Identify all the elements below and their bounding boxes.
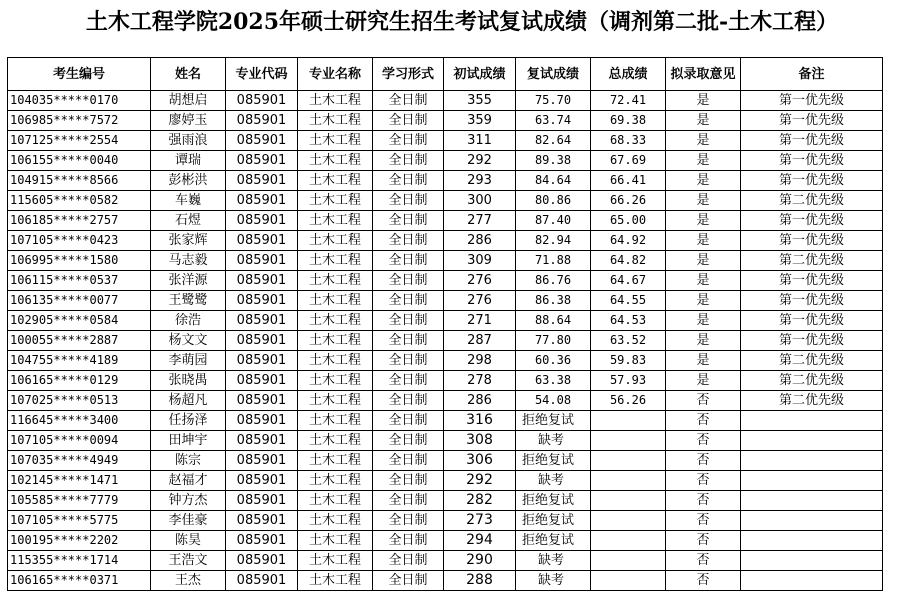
cell-major-name: 土木工程 <box>298 211 373 231</box>
table-row <box>8 291 883 311</box>
cell-initial-score: 306 <box>444 451 516 471</box>
cell-initial-score: 292 <box>444 471 516 491</box>
table-row <box>8 171 883 191</box>
cell-name: 石煜 <box>151 211 226 231</box>
cell-initial-score: 277 <box>444 211 516 231</box>
cell-note: 第一优先级 <box>741 111 883 131</box>
cell-retest-score: 拒绝复试 <box>516 411 591 431</box>
table-row <box>8 91 883 111</box>
cell-major-code: 085901 <box>226 511 298 531</box>
cell-major-name: 土木工程 <box>298 571 373 591</box>
cell-major-name: 土木工程 <box>298 171 373 191</box>
cell-admission-decision: 是 <box>666 351 741 371</box>
cell-exam-id: 106115*****0537 <box>8 271 151 291</box>
cell-name: 车巍 <box>151 191 226 211</box>
cell-major-code: 085901 <box>226 91 298 111</box>
cell-exam-id: 102145*****1471 <box>8 471 151 491</box>
cell-major-code: 085901 <box>226 531 298 551</box>
cell-major-code: 085901 <box>226 331 298 351</box>
cell-name: 陈宗 <box>151 451 226 471</box>
cell-initial-score: 316 <box>444 411 516 431</box>
header-retest-score: 复试成绩 <box>516 58 591 91</box>
cell-major-code: 085901 <box>226 231 298 251</box>
cell-major-code: 085901 <box>226 391 298 411</box>
cell-initial-score: 282 <box>444 491 516 511</box>
header-admission-decision: 拟录取意见 <box>666 58 741 91</box>
cell-study-mode: 全日制 <box>373 271 444 291</box>
cell-initial-score: 311 <box>444 131 516 151</box>
header-initial-score: 初试成绩 <box>444 58 516 91</box>
cell-total-score: 69.38 <box>591 111 666 131</box>
cell-total-score: 63.52 <box>591 331 666 351</box>
header-major-code: 专业代码 <box>226 58 298 91</box>
cell-admission-decision: 否 <box>666 551 741 571</box>
cell-exam-id: 106135*****0077 <box>8 291 151 311</box>
cell-retest-score: 拒绝复试 <box>516 491 591 511</box>
cell-exam-id: 107105*****0094 <box>8 431 151 451</box>
cell-exam-id: 106165*****0371 <box>8 571 151 591</box>
cell-study-mode: 全日制 <box>373 231 444 251</box>
cell-note: 第一优先级 <box>741 131 883 151</box>
cell-admission-decision: 是 <box>666 131 741 151</box>
cell-study-mode: 全日制 <box>373 431 444 451</box>
cell-admission-decision: 是 <box>666 271 741 291</box>
cell-name: 廖婷玉 <box>151 111 226 131</box>
cell-note: 第一优先级 <box>741 91 883 111</box>
cell-total-score <box>591 551 666 571</box>
cell-name: 王鹭鹭 <box>151 291 226 311</box>
cell-note: 第一优先级 <box>741 171 883 191</box>
cell-initial-score: 276 <box>444 291 516 311</box>
cell-total-score: 65.00 <box>591 211 666 231</box>
cell-total-score <box>591 451 666 471</box>
cell-admission-decision: 是 <box>666 291 741 311</box>
cell-total-score <box>591 571 666 591</box>
cell-study-mode: 全日制 <box>373 191 444 211</box>
cell-note <box>741 531 883 551</box>
cell-admission-decision: 是 <box>666 311 741 331</box>
cell-study-mode: 全日制 <box>373 171 444 191</box>
cell-exam-id: 106185*****2757 <box>8 211 151 231</box>
table-row <box>8 471 883 491</box>
cell-major-name: 土木工程 <box>298 451 373 471</box>
header-name: 姓名 <box>151 58 226 91</box>
cell-major-name: 土木工程 <box>298 131 373 151</box>
table-row <box>8 431 883 451</box>
cell-retest-score: 60.36 <box>516 351 591 371</box>
cell-note: 第一优先级 <box>741 331 883 351</box>
cell-name: 胡想启 <box>151 91 226 111</box>
cell-major-name: 土木工程 <box>298 371 373 391</box>
cell-name: 谭瑞 <box>151 151 226 171</box>
table-header-row <box>8 58 883 91</box>
header-exam-id: 考生编号 <box>8 58 151 91</box>
cell-study-mode: 全日制 <box>373 151 444 171</box>
cell-major-name: 土木工程 <box>298 351 373 371</box>
cell-study-mode: 全日制 <box>373 491 444 511</box>
cell-exam-id: 106155*****0040 <box>8 151 151 171</box>
cell-initial-score: 294 <box>444 531 516 551</box>
cell-name: 彭彬洪 <box>151 171 226 191</box>
cell-retest-score: 拒绝复试 <box>516 451 591 471</box>
cell-major-code: 085901 <box>226 551 298 571</box>
cell-admission-decision: 是 <box>666 111 741 131</box>
cell-exam-id: 115355*****1714 <box>8 551 151 571</box>
cell-admission-decision: 否 <box>666 431 741 451</box>
cell-major-code: 085901 <box>226 251 298 271</box>
cell-total-score <box>591 491 666 511</box>
table-row <box>8 411 883 431</box>
cell-name: 赵福才 <box>151 471 226 491</box>
cell-retest-score: 86.76 <box>516 271 591 291</box>
cell-study-mode: 全日制 <box>373 451 444 471</box>
cell-initial-score: 271 <box>444 311 516 331</box>
cell-retest-score: 82.94 <box>516 231 591 251</box>
cell-total-score: 66.26 <box>591 191 666 211</box>
cell-study-mode: 全日制 <box>373 311 444 331</box>
table-body <box>8 91 883 591</box>
table-row <box>8 311 883 331</box>
table-row <box>8 191 883 211</box>
cell-name: 田坤宇 <box>151 431 226 451</box>
cell-exam-id: 106165*****0129 <box>8 371 151 391</box>
cell-major-name: 土木工程 <box>298 331 373 351</box>
cell-study-mode: 全日制 <box>373 291 444 311</box>
cell-note: 第一优先级 <box>741 291 883 311</box>
cell-major-name: 土木工程 <box>298 191 373 211</box>
cell-initial-score: 286 <box>444 231 516 251</box>
cell-major-code: 085901 <box>226 151 298 171</box>
cell-total-score: 64.67 <box>591 271 666 291</box>
cell-admission-decision: 否 <box>666 571 741 591</box>
cell-study-mode: 全日制 <box>373 131 444 151</box>
cell-major-name: 土木工程 <box>298 431 373 451</box>
cell-initial-score: 290 <box>444 551 516 571</box>
cell-study-mode: 全日制 <box>373 211 444 231</box>
cell-name: 任扬泽 <box>151 411 226 431</box>
cell-note: 第一优先级 <box>741 311 883 331</box>
cell-total-score: 64.92 <box>591 231 666 251</box>
cell-major-name: 土木工程 <box>298 551 373 571</box>
cell-retest-score: 87.40 <box>516 211 591 231</box>
table-row <box>8 571 883 591</box>
cell-initial-score: 292 <box>444 151 516 171</box>
cell-total-score: 57.93 <box>591 371 666 391</box>
cell-name: 杨文文 <box>151 331 226 351</box>
cell-note <box>741 571 883 591</box>
cell-major-code: 085901 <box>226 451 298 471</box>
cell-exam-id: 104915*****8566 <box>8 171 151 191</box>
cell-major-code: 085901 <box>226 491 298 511</box>
cell-total-score <box>591 531 666 551</box>
table-row <box>8 371 883 391</box>
table-row <box>8 391 883 411</box>
table-row <box>8 271 883 291</box>
cell-retest-score: 缺考 <box>516 431 591 451</box>
cell-study-mode: 全日制 <box>373 411 444 431</box>
cell-name: 李佳豪 <box>151 511 226 531</box>
cell-retest-score: 88.64 <box>516 311 591 331</box>
cell-major-name: 土木工程 <box>298 231 373 251</box>
cell-admission-decision: 否 <box>666 511 741 531</box>
cell-study-mode: 全日制 <box>373 371 444 391</box>
cell-initial-score: 288 <box>444 571 516 591</box>
cell-study-mode: 全日制 <box>373 571 444 591</box>
cell-exam-id: 102905*****0584 <box>8 311 151 331</box>
cell-study-mode: 全日制 <box>373 111 444 131</box>
cell-retest-score: 63.38 <box>516 371 591 391</box>
cell-note: 第二优先级 <box>741 391 883 411</box>
cell-admission-decision: 否 <box>666 391 741 411</box>
cell-note: 第一优先级 <box>741 151 883 171</box>
cell-retest-score: 77.80 <box>516 331 591 351</box>
table-row <box>8 531 883 551</box>
cell-note: 第一优先级 <box>741 211 883 231</box>
table-row <box>8 351 883 371</box>
cell-name: 徐浩 <box>151 311 226 331</box>
table-row <box>8 251 883 271</box>
cell-exam-id: 106985*****7572 <box>8 111 151 131</box>
cell-total-score <box>591 471 666 491</box>
cell-name: 杨超凡 <box>151 391 226 411</box>
cell-major-name: 土木工程 <box>298 471 373 491</box>
cell-major-code: 085901 <box>226 411 298 431</box>
cell-name: 张家辉 <box>151 231 226 251</box>
cell-study-mode: 全日制 <box>373 511 444 531</box>
cell-study-mode: 全日制 <box>373 331 444 351</box>
table-row <box>8 151 883 171</box>
cell-initial-score: 278 <box>444 371 516 391</box>
cell-exam-id: 105585*****7779 <box>8 491 151 511</box>
cell-retest-score: 拒绝复试 <box>516 511 591 531</box>
cell-study-mode: 全日制 <box>373 531 444 551</box>
header-major-name: 专业名称 <box>298 58 373 91</box>
cell-admission-decision: 是 <box>666 331 741 351</box>
cell-major-name: 土木工程 <box>298 391 373 411</box>
cell-initial-score: 298 <box>444 351 516 371</box>
cell-name: 陈昊 <box>151 531 226 551</box>
cell-note: 第二优先级 <box>741 251 883 271</box>
cell-name: 王杰 <box>151 571 226 591</box>
cell-retest-score: 缺考 <box>516 471 591 491</box>
cell-retest-score: 71.88 <box>516 251 591 271</box>
cell-total-score <box>591 411 666 431</box>
cell-major-code: 085901 <box>226 291 298 311</box>
cell-name: 张洋源 <box>151 271 226 291</box>
cell-admission-decision: 否 <box>666 451 741 471</box>
cell-major-code: 085901 <box>226 351 298 371</box>
cell-retest-score: 54.08 <box>516 391 591 411</box>
cell-note: 第二优先级 <box>741 351 883 371</box>
cell-total-score: 68.33 <box>591 131 666 151</box>
cell-note: 第一优先级 <box>741 271 883 291</box>
cell-exam-id: 116645*****3400 <box>8 411 151 431</box>
table-row <box>8 131 883 151</box>
cell-exam-id: 107105*****0423 <box>8 231 151 251</box>
cell-retest-score: 缺考 <box>516 571 591 591</box>
cell-major-code: 085901 <box>226 171 298 191</box>
table-row <box>8 331 883 351</box>
cell-name: 李萌园 <box>151 351 226 371</box>
cell-admission-decision: 是 <box>666 91 741 111</box>
cell-retest-score: 缺考 <box>516 551 591 571</box>
cell-exam-id: 104755*****4189 <box>8 351 151 371</box>
cell-admission-decision: 否 <box>666 491 741 511</box>
cell-major-code: 085901 <box>226 571 298 591</box>
cell-total-score: 64.82 <box>591 251 666 271</box>
cell-major-name: 土木工程 <box>298 151 373 171</box>
cell-total-score: 66.41 <box>591 171 666 191</box>
cell-total-score: 64.53 <box>591 311 666 331</box>
header-note: 备注 <box>741 58 883 91</box>
cell-exam-id: 115605*****0582 <box>8 191 151 211</box>
page-title: 土木工程学院2025年硕士研究生招生考试复试成绩（调剂第二批-土木工程） <box>85 9 839 35</box>
cell-note: 第二优先级 <box>741 191 883 211</box>
cell-retest-score: 89.38 <box>516 151 591 171</box>
cell-initial-score: 359 <box>444 111 516 131</box>
cell-retest-score: 75.70 <box>516 91 591 111</box>
table-row <box>8 511 883 531</box>
cell-major-code: 085901 <box>226 191 298 211</box>
results-table <box>7 57 883 591</box>
cell-study-mode: 全日制 <box>373 391 444 411</box>
cell-major-name: 土木工程 <box>298 531 373 551</box>
cell-total-score <box>591 511 666 531</box>
cell-total-score: 56.26 <box>591 391 666 411</box>
cell-name: 张晓禺 <box>151 371 226 391</box>
cell-initial-score: 287 <box>444 331 516 351</box>
cell-total-score: 59.83 <box>591 351 666 371</box>
table-row <box>8 451 883 471</box>
cell-study-mode: 全日制 <box>373 351 444 371</box>
cell-note <box>741 551 883 571</box>
header-total-score: 总成绩 <box>591 58 666 91</box>
cell-initial-score: 355 <box>444 91 516 111</box>
cell-retest-score: 86.38 <box>516 291 591 311</box>
cell-major-code: 085901 <box>226 271 298 291</box>
cell-major-name: 土木工程 <box>298 291 373 311</box>
cell-total-score: 67.69 <box>591 151 666 171</box>
cell-note: 第一优先级 <box>741 231 883 251</box>
cell-initial-score: 300 <box>444 191 516 211</box>
cell-major-name: 土木工程 <box>298 251 373 271</box>
cell-major-code: 085901 <box>226 131 298 151</box>
cell-admission-decision: 否 <box>666 471 741 491</box>
cell-name: 强雨浪 <box>151 131 226 151</box>
cell-major-name: 土木工程 <box>298 411 373 431</box>
cell-admission-decision: 是 <box>666 211 741 231</box>
cell-major-code: 085901 <box>226 471 298 491</box>
cell-admission-decision: 是 <box>666 151 741 171</box>
cell-major-code: 085901 <box>226 211 298 231</box>
cell-retest-score: 63.74 <box>516 111 591 131</box>
header-study-mode: 学习形式 <box>373 58 444 91</box>
cell-retest-score: 80.86 <box>516 191 591 211</box>
cell-initial-score: 308 <box>444 431 516 451</box>
cell-exam-id: 107035*****4949 <box>8 451 151 471</box>
cell-admission-decision: 否 <box>666 411 741 431</box>
cell-admission-decision: 是 <box>666 251 741 271</box>
cell-admission-decision: 是 <box>666 171 741 191</box>
cell-initial-score: 309 <box>444 251 516 271</box>
cell-initial-score: 286 <box>444 391 516 411</box>
cell-admission-decision: 是 <box>666 191 741 211</box>
cell-exam-id: 104035*****0170 <box>8 91 151 111</box>
table-row <box>8 551 883 571</box>
cell-study-mode: 全日制 <box>373 551 444 571</box>
cell-note <box>741 431 883 451</box>
cell-admission-decision: 是 <box>666 371 741 391</box>
cell-note <box>741 471 883 491</box>
cell-initial-score: 293 <box>444 171 516 191</box>
cell-study-mode: 全日制 <box>373 471 444 491</box>
cell-exam-id: 107025*****0513 <box>8 391 151 411</box>
cell-exam-id: 100055*****2887 <box>8 331 151 351</box>
cell-exam-id: 107125*****2554 <box>8 131 151 151</box>
table-row <box>8 491 883 511</box>
cell-exam-id: 100195*****2202 <box>8 531 151 551</box>
cell-note <box>741 491 883 511</box>
cell-major-name: 土木工程 <box>298 271 373 291</box>
cell-major-name: 土木工程 <box>298 91 373 111</box>
cell-study-mode: 全日制 <box>373 251 444 271</box>
cell-name: 钟方杰 <box>151 491 226 511</box>
cell-exam-id: 106995*****1580 <box>8 251 151 271</box>
cell-major-code: 085901 <box>226 431 298 451</box>
cell-note <box>741 511 883 531</box>
cell-total-score: 64.55 <box>591 291 666 311</box>
cell-admission-decision: 是 <box>666 231 741 251</box>
cell-major-code: 085901 <box>226 311 298 331</box>
cell-name: 王浩文 <box>151 551 226 571</box>
cell-total-score <box>591 431 666 451</box>
cell-retest-score: 84.64 <box>516 171 591 191</box>
cell-retest-score: 拒绝复试 <box>516 531 591 551</box>
cell-retest-score: 82.64 <box>516 131 591 151</box>
table-row <box>8 231 883 251</box>
cell-admission-decision: 否 <box>666 531 741 551</box>
cell-major-code: 085901 <box>226 111 298 131</box>
cell-major-code: 085901 <box>226 371 298 391</box>
cell-study-mode: 全日制 <box>373 91 444 111</box>
cell-major-name: 土木工程 <box>298 511 373 531</box>
cell-major-name: 土木工程 <box>298 111 373 131</box>
table-row <box>8 211 883 231</box>
cell-total-score: 72.41 <box>591 91 666 111</box>
cell-name: 马志毅 <box>151 251 226 271</box>
cell-exam-id: 107105*****5775 <box>8 511 151 531</box>
cell-initial-score: 273 <box>444 511 516 531</box>
cell-note <box>741 411 883 431</box>
cell-note: 第二优先级 <box>741 371 883 391</box>
cell-note <box>741 451 883 471</box>
cell-major-name: 土木工程 <box>298 311 373 331</box>
cell-major-name: 土木工程 <box>298 491 373 511</box>
table-row <box>8 111 883 131</box>
cell-initial-score: 276 <box>444 271 516 291</box>
